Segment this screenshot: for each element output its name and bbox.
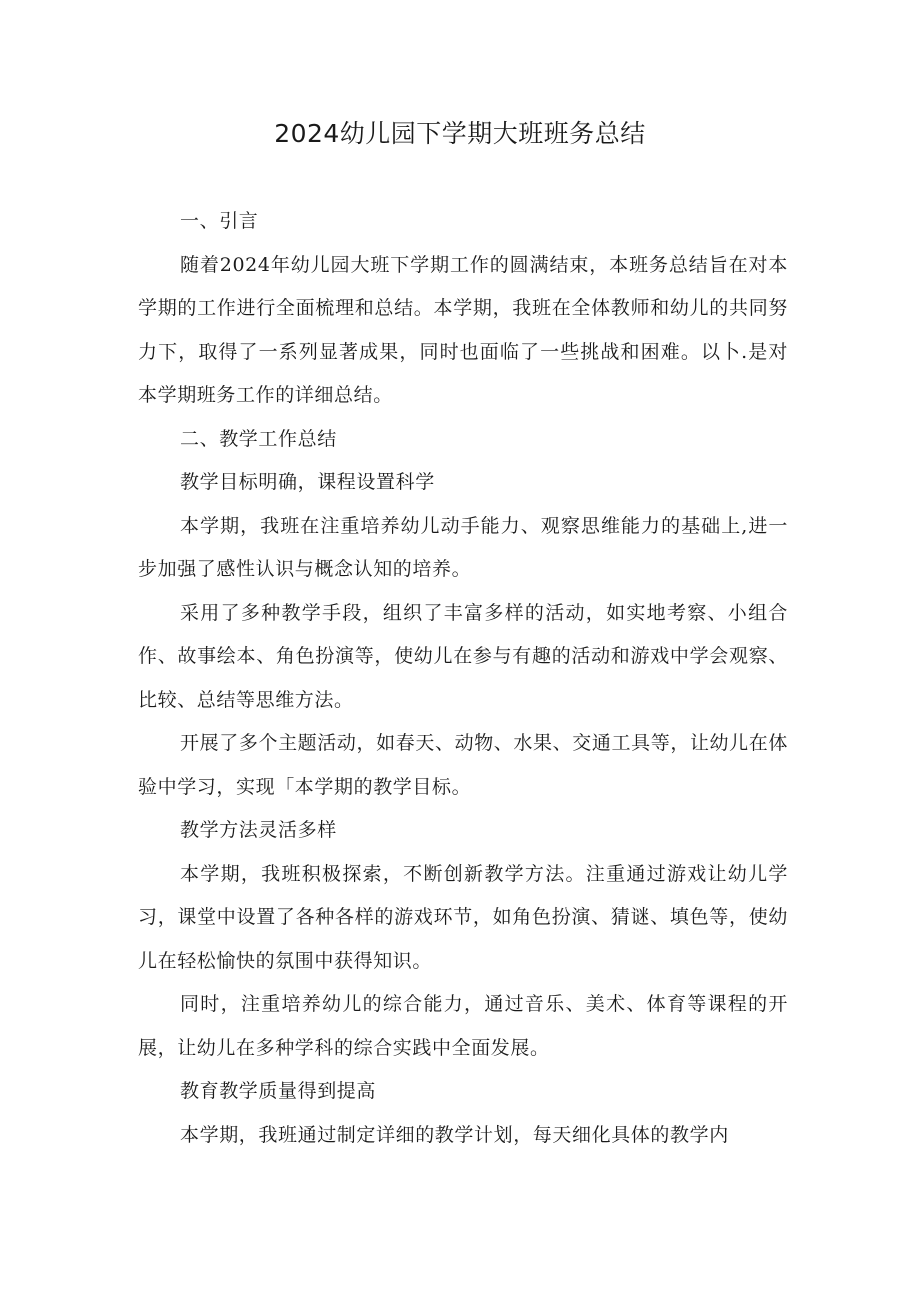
paragraph-introduction: 随着2024年幼儿园大班下学期工作的圆满结束，本班务总结旨在对本学期的工作进行全面梳理和总结。本学期，我班在全体教师和幼儿的共同努力下，取得了一系列显著成果，同时也面临了一些挑战和困难。以卜.是对本学期班务工作的详细总结。 xyxy=(138,253,788,406)
paragraph-theme-activities: 开展了多个主题活动，如春天、动物、水果、交通工具等，让幼儿在体验中学习，实现「本学期的教学目标。 xyxy=(138,732,788,798)
paragraph-teaching-plan: 本学期，我班通过制定详细的教学计划，每天细化具体的教学内 xyxy=(180,1123,729,1146)
subheading-teaching-goals: 教学目标明确，课程设置科学 xyxy=(180,471,435,493)
paragraph-teaching-methods-used: 采用了多种教学手段，组织了丰富多样的活动，如实地考察、小组合作、故事绘本、角色扮演等，使幼儿在参与有趣的活动和游戏中学会观察、比较、总结等思维方法。 xyxy=(138,601,788,711)
document-title: 2024幼儿园下学期大班班务总结 xyxy=(274,119,646,148)
subheading-teaching-quality: 教育教学质量得到提高 xyxy=(180,1080,377,1102)
section-heading-introduction: 一、引言 xyxy=(180,210,259,232)
section-heading-teaching-summary: 二、教学工作总结 xyxy=(180,427,337,450)
paragraph-comprehensive-ability: 同时，注重培养幼儿的综合能力，通过音乐、美术、体育等课程的开展，让幼儿在多种学科的综合实践中全面发展。 xyxy=(138,993,788,1059)
subheading-teaching-methods: 教学方法灵活多样 xyxy=(180,819,337,841)
paragraph-innovative-methods: 本学期，我班积极探索，不断创新教学方法。注重通过游戏让幼儿学习，课堂中设置了各种各样的游戏环节，如角色扮演、猜谜、填色等，使幼儿在轻松愉快的氛围中获得知识。 xyxy=(138,862,788,972)
document-body xyxy=(138,200,788,1157)
paragraph-teaching-goals: 本学期，我班在注重培养幼儿动手能力、观察思维能力的基础上,进一步加强了感性认识与概念认知的培养。 xyxy=(138,514,788,580)
